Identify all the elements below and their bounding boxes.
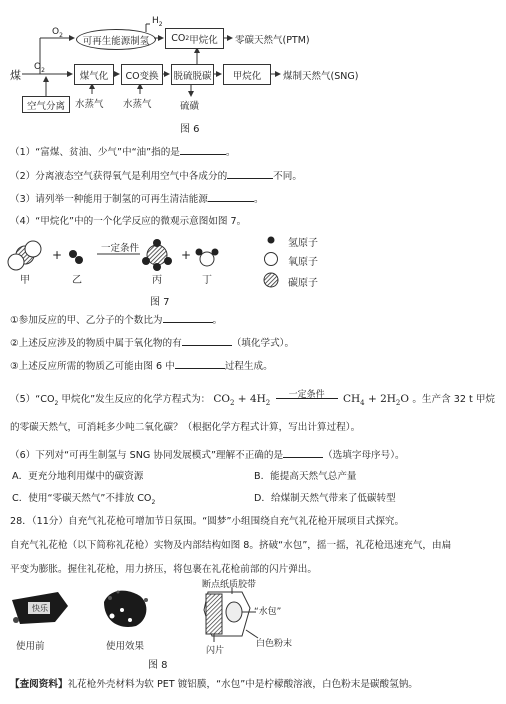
o2-top-label: $O_2$	[52, 27, 63, 39]
co2-methanation-box: CO 2 甲烷化	[165, 28, 224, 49]
steam-label-2: 水蒸气	[123, 99, 152, 110]
water-bag-label: “水包”	[254, 607, 282, 617]
molecule-bing	[142, 239, 172, 271]
air-separation-box: 空气分离	[22, 96, 70, 113]
answer-blank[interactable]	[163, 313, 213, 323]
gun-structure-diagram	[204, 588, 258, 642]
legend-carbon-label: 碳原子	[288, 278, 318, 289]
label-yi: 乙	[72, 275, 82, 286]
legend-carbon	[264, 273, 278, 287]
before-use-label: 使用前	[16, 641, 45, 652]
question-2: （2）分离液态空气获得氧气是利用空气中各成分的 不同。	[10, 171, 302, 182]
answer-blank[interactable]	[180, 145, 226, 155]
option-b[interactable]: B．能提高天然气总产量	[254, 471, 357, 482]
sulfur-label: 硫磺	[180, 101, 200, 112]
plus-sign-2: +	[181, 248, 192, 262]
answer-blank[interactable]	[182, 336, 232, 346]
coal-label: 煤	[10, 69, 21, 82]
legend-hydrogen	[268, 237, 275, 244]
label-ding: 丁	[202, 275, 212, 286]
co-shift-box: CO变换	[121, 64, 163, 85]
figure-8-caption: 图 8	[148, 660, 168, 671]
question-28: 28．（11分）自充气礼花枪可增加节日氛围。“圆梦”小组围绕自充气礼花枪开展项目式探究。	[10, 516, 405, 527]
question-5-line-2: 的零碳天然气，可消耗多少吨二氧化碳？（根据化学方程式计算，写出计算过程）。	[10, 422, 361, 433]
subquestion-3: ③上述反应所需的物质乙可能由图 6 中 过程生成。	[10, 361, 273, 372]
plus-sign-1: +	[52, 248, 63, 262]
question-4: （4）“甲烷化”中的一个化学反应的微观示意图如图 7。	[10, 216, 247, 227]
tape-label: 断点纸质胶带	[202, 580, 257, 590]
answer-blank[interactable]	[227, 169, 273, 179]
question-6: （6）下列对“可再生制氢与 SNG 协同发展模式”理解不正确的是 （选填字母序号）。	[10, 450, 405, 461]
ptm-label: 零碳天然气(PTM)	[235, 35, 310, 46]
label-bing: 丙	[152, 275, 162, 286]
h2-label: $H_2$	[152, 16, 163, 28]
powder-label: 白色粉末	[256, 639, 293, 649]
renewable-hydrogen-ellipse: 可再生能源制氢	[76, 29, 156, 50]
figure-6-caption: 图 6	[180, 124, 200, 135]
question-1: （1）“富煤、贫油、少气”中“油”指的是 。	[10, 147, 236, 158]
steam-label-1: 水蒸气	[75, 99, 104, 110]
o2-left-label: $O_2$	[34, 62, 45, 74]
legend-oxygen-label: 氧原子	[288, 257, 318, 268]
option-d[interactable]: D．给煤制天然气带来了低碳转型	[254, 493, 396, 504]
gun-before-image-text: 快乐	[32, 604, 48, 613]
reference-info: 【查阅资料】礼花枪外壳材料为软 PET 镀铝膜，“水包”中是柠檬酸溶液，白色粉末是碳酸氢钠。	[10, 679, 418, 690]
after-use-label: 使用效果	[106, 641, 145, 652]
reaction-condition: 一定条件	[101, 243, 140, 254]
methanation-box: 甲烷化	[223, 64, 271, 85]
legend-oxygen	[265, 253, 278, 266]
option-c[interactable]: C．使用“零碳天然气”不排放 $CO_2$	[12, 493, 156, 506]
equation-condition-arrow: 一定条件	[276, 401, 338, 402]
answer-blank[interactable]	[283, 448, 323, 458]
sng-label: 煤制天然气(SNG)	[283, 71, 359, 82]
label-jia: 甲	[20, 275, 30, 286]
desulf-decarb-box: 脱硫脱碳	[171, 64, 214, 85]
subquestion-1: ①参加反应的甲、乙分子的个数比为 。	[10, 315, 223, 326]
question-5: $(5)“CO_2$ 甲烷化”发生反应的化学方程式为： $CO_2 + 4H_2$ 一定条件 $CH_4 + 2H_2O$ 。生产含 32 t 甲烷	[10, 390, 496, 408]
paragraph-line-2: 平变为膨胀。握住礼花枪，用力挤压，将包裹在礼花枪前部的闪片弹出。	[10, 564, 317, 575]
question-3: （3）请列举一种能用于制氢的可再生清洁能源 。	[10, 194, 264, 205]
molecule-jia	[8, 241, 41, 270]
gun-after-image	[104, 591, 148, 628]
subquestion-2: ②上述反应涉及的物质中属于氧化物的有 （填化学式）。	[10, 338, 295, 349]
flash-label: 闪片	[206, 646, 225, 656]
molecule-yi	[69, 250, 83, 264]
option-a[interactable]: A．更充分地利用煤中的碳资源	[12, 471, 144, 482]
chemical-equation: $CO_2 + 4H_2$ 一定条件 $CH_4 + 2H_2O$	[213, 390, 409, 408]
answer-blank[interactable]	[175, 359, 225, 369]
figure-7-molecules	[0, 230, 506, 310]
gasification-box: 煤气化	[74, 64, 114, 85]
figure-8-images	[0, 580, 506, 660]
molecule-ding	[196, 249, 219, 267]
paragraph-line-1: 自充气礼花枪（以下简称礼花枪）实物及内部结构如图 8。挤破“水包”，摇一摇，礼花枪迅速充气，由扁	[10, 540, 452, 551]
figure-7-caption: 图 7	[150, 297, 170, 308]
legend-hydrogen-label: 氢原子	[288, 238, 318, 249]
answer-blank[interactable]	[208, 192, 254, 202]
